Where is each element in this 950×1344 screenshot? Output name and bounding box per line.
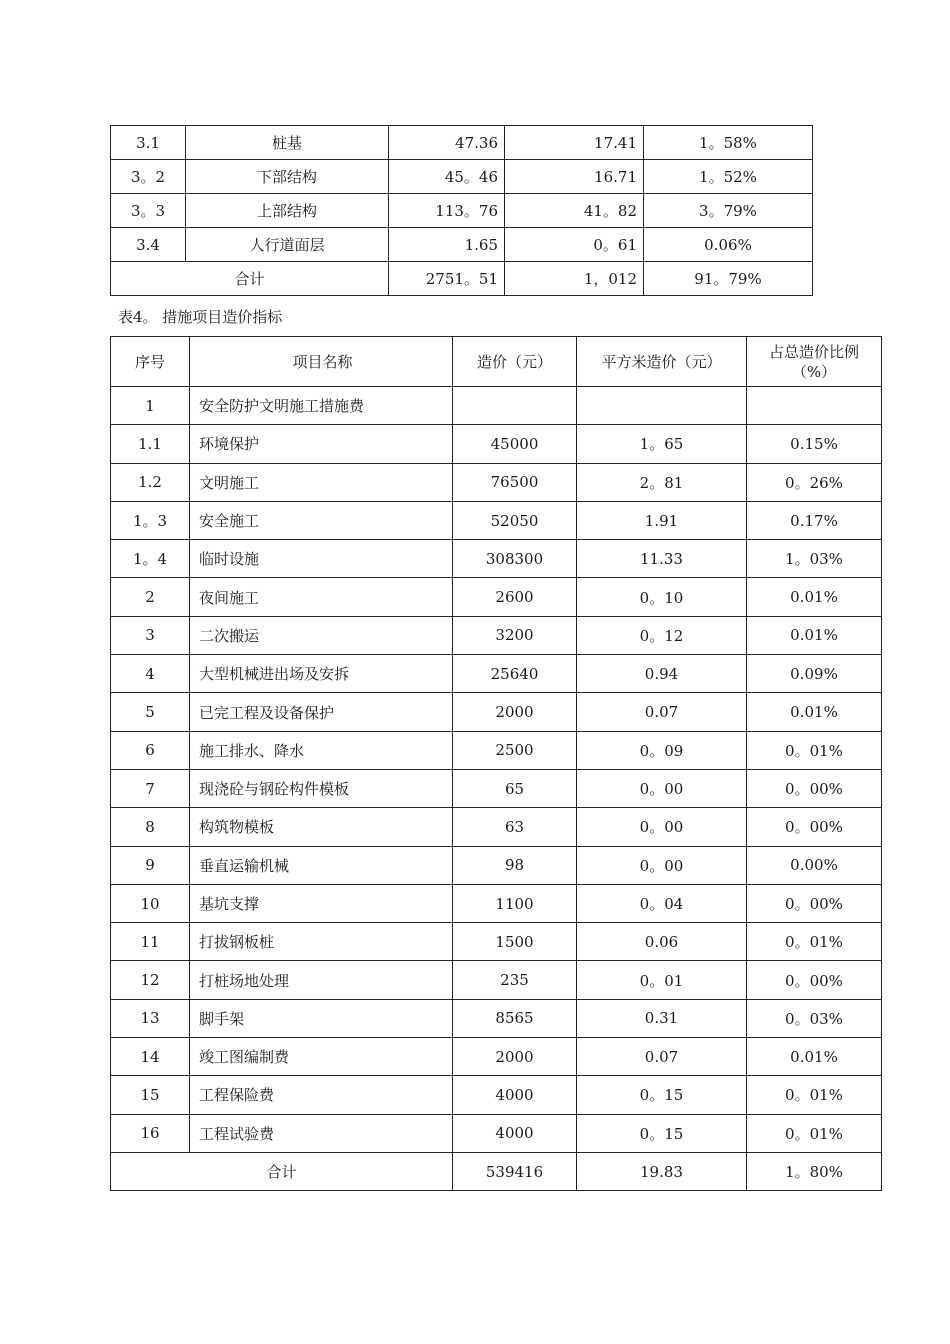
cell-sqm-cost: 0。12: [577, 616, 747, 654]
table-row: [111, 1076, 882, 1114]
table-row: [111, 463, 882, 501]
table-row: [111, 228, 813, 262]
cell-item-name: 夜间施工: [190, 578, 453, 616]
header-ratio: 占总造价比例（%）: [747, 337, 882, 387]
cell-index: 3.1: [111, 126, 186, 160]
cell-sqm-cost: 0.06: [577, 923, 747, 961]
cell-sqm-cost: 0.07: [577, 1038, 747, 1076]
cell-ratio: 0。00%: [747, 961, 882, 999]
cell-index: 15: [111, 1076, 190, 1114]
cell-ratio: 0.01%: [747, 616, 882, 654]
cell-sqm-cost: 0。10: [577, 578, 747, 616]
cell-index: 2: [111, 578, 190, 616]
table-row: [111, 616, 882, 654]
cell-index: 11: [111, 923, 190, 961]
table-row: [111, 808, 882, 846]
cell-cost: 2000: [453, 1038, 577, 1076]
cell-item-name: 安全施工: [190, 501, 453, 539]
cell-cost: 8565: [453, 999, 577, 1037]
cell-cost: 45000: [453, 425, 577, 463]
cell-item-name: 二次搬运: [190, 616, 453, 654]
table-row: [111, 923, 882, 961]
cell-cost: 1500: [453, 923, 577, 961]
cell-ratio: 0。01%: [747, 1076, 882, 1114]
cell-cost: 4000: [453, 1076, 577, 1114]
table-row: [111, 194, 813, 228]
cell-item-name: 打拔钢板桩: [190, 923, 453, 961]
table-row: [111, 693, 882, 731]
cell-ratio: 0。26%: [747, 463, 882, 501]
cell-cost: 98: [453, 846, 577, 884]
cell-item-name: 工程保险费: [190, 1076, 453, 1114]
cell-ratio: 0.01%: [747, 578, 882, 616]
cell-sqm-cost: 17.41: [505, 126, 644, 160]
cell-item-name: 垂直运输机械: [190, 846, 453, 884]
cell-index: 1: [111, 387, 190, 425]
table-row: [111, 425, 882, 463]
total-sqm-cost: 1，012: [505, 262, 644, 296]
table-row: [111, 884, 882, 922]
cell-sqm-cost: 2。81: [577, 463, 747, 501]
cell-index: 16: [111, 1114, 190, 1152]
total-cost: 539416: [453, 1152, 577, 1190]
total-ratio: 1。80%: [747, 1152, 882, 1190]
total-label: 合计: [111, 262, 389, 296]
cell-cost: [453, 387, 577, 425]
cell-ratio: 0。01%: [747, 1114, 882, 1152]
cell-cost: 2500: [453, 731, 577, 769]
cell-sqm-cost: 41。82: [505, 194, 644, 228]
cell-item-name: 安全防护文明施工措施费: [190, 387, 453, 425]
cell-item-name: 人行道面层: [186, 228, 389, 262]
cell-cost: 52050: [453, 501, 577, 539]
table-header-row: [111, 337, 882, 387]
cell-item-name: 打桩场地处理: [190, 961, 453, 999]
cell-item-name: 构筑物模板: [190, 808, 453, 846]
cell-item-name: 大型机械进出场及安拆: [190, 655, 453, 693]
table-row: [111, 540, 882, 578]
cell-ratio: 0.15%: [747, 425, 882, 463]
cell-item-name: 临时设施: [190, 540, 453, 578]
cell-index: 3。3: [111, 194, 186, 228]
cell-item-name: 施工排水、降水: [190, 731, 453, 769]
cell-sqm-cost: 11.33: [577, 540, 747, 578]
cell-cost: 45。46: [389, 160, 505, 194]
cell-cost: 76500: [453, 463, 577, 501]
cell-ratio: 0.01%: [747, 693, 882, 731]
cell-cost: 63: [453, 808, 577, 846]
cell-sqm-cost: 0。00: [577, 769, 747, 807]
cell-index: 1。3: [111, 501, 190, 539]
table-row: [111, 655, 882, 693]
cell-sqm-cost: 0。01: [577, 961, 747, 999]
table-row: [111, 1114, 882, 1152]
cell-cost: 65: [453, 769, 577, 807]
cell-cost: 2000: [453, 693, 577, 731]
cell-index: 4: [111, 655, 190, 693]
cell-item-name: 上部结构: [186, 194, 389, 228]
cell-item-name: 现浇砼与钢砼构件模板: [190, 769, 453, 807]
cell-index: 3: [111, 616, 190, 654]
cell-sqm-cost: 0.94: [577, 655, 747, 693]
cell-ratio: 0。00%: [747, 884, 882, 922]
header-item-name: 项目名称: [190, 337, 453, 387]
cell-index: 10: [111, 884, 190, 922]
cell-sqm-cost: 0。04: [577, 884, 747, 922]
table-row: [111, 999, 882, 1037]
cell-index: 6: [111, 731, 190, 769]
cell-cost: 2600: [453, 578, 577, 616]
header-index: 序号: [111, 337, 190, 387]
total-ratio: 91。79%: [644, 262, 813, 296]
cell-cost: 25640: [453, 655, 577, 693]
cell-cost: 3200: [453, 616, 577, 654]
cell-sqm-cost: 16.71: [505, 160, 644, 194]
cell-index: 3.4: [111, 228, 186, 262]
cell-sqm-cost: 0。15: [577, 1114, 747, 1152]
cell-index: 9: [111, 846, 190, 884]
cell-sqm-cost: 0.31: [577, 999, 747, 1037]
total-row: [111, 1152, 882, 1190]
cell-index: 3。2: [111, 160, 186, 194]
table-row: [111, 1038, 882, 1076]
structure-cost-table: [110, 125, 813, 296]
cell-item-name: 桩基: [186, 126, 389, 160]
cell-ratio: 0.06%: [644, 228, 813, 262]
header-sqm-cost: 平方米造价（元）: [577, 337, 747, 387]
cell-ratio: 0.09%: [747, 655, 882, 693]
cell-sqm-cost: 1。65: [577, 425, 747, 463]
total-label: 合计: [111, 1152, 453, 1190]
cell-ratio: 0.17%: [747, 501, 882, 539]
total-sqm-cost: 19.83: [577, 1152, 747, 1190]
cell-sqm-cost: 0。61: [505, 228, 644, 262]
table-row: [111, 160, 813, 194]
cell-item-name: 基坑支撑: [190, 884, 453, 922]
cell-cost: 1.65: [389, 228, 505, 262]
cell-ratio: 0。01%: [747, 731, 882, 769]
cell-ratio: 0。01%: [747, 923, 882, 961]
cell-index: 5: [111, 693, 190, 731]
cell-index: 8: [111, 808, 190, 846]
total-row: [111, 262, 813, 296]
cell-index: 7: [111, 769, 190, 807]
table-row: [111, 846, 882, 884]
cell-index: 13: [111, 999, 190, 1037]
table-row: [111, 387, 882, 425]
cell-cost: 47.36: [389, 126, 505, 160]
table-caption: 表4。 措施项目造价指标: [118, 308, 283, 326]
cell-sqm-cost: 0。00: [577, 808, 747, 846]
cell-ratio: 3。79%: [644, 194, 813, 228]
cell-ratio: 0。03%: [747, 999, 882, 1037]
cell-index: 14: [111, 1038, 190, 1076]
total-cost: 2751。51: [389, 262, 505, 296]
cell-item-name: 文明施工: [190, 463, 453, 501]
cell-ratio: 1。52%: [644, 160, 813, 194]
cell-item-name: 环境保护: [190, 425, 453, 463]
cell-sqm-cost: 1.91: [577, 501, 747, 539]
measures-cost-table: [110, 336, 882, 1191]
cell-cost: 308300: [453, 540, 577, 578]
cell-ratio: 1。58%: [644, 126, 813, 160]
cell-sqm-cost: 0。09: [577, 731, 747, 769]
cell-cost: 113。76: [389, 194, 505, 228]
cell-sqm-cost: 0。15: [577, 1076, 747, 1114]
cell-sqm-cost: 0。00: [577, 846, 747, 884]
cell-item-name: 脚手架: [190, 999, 453, 1037]
cell-index: 12: [111, 961, 190, 999]
cell-cost: 1100: [453, 884, 577, 922]
cell-index: 1.1: [111, 425, 190, 463]
table-row: [111, 501, 882, 539]
cell-sqm-cost: 0.07: [577, 693, 747, 731]
cell-cost: 4000: [453, 1114, 577, 1152]
header-cost: 造价（元）: [453, 337, 577, 387]
table-row: [111, 578, 882, 616]
cell-ratio: 0。00%: [747, 769, 882, 807]
cell-index: 1。4: [111, 540, 190, 578]
cell-cost: 235: [453, 961, 577, 999]
cell-item-name: 已完工程及设备保护: [190, 693, 453, 731]
cell-ratio: 0.01%: [747, 1038, 882, 1076]
cell-item-name: 下部结构: [186, 160, 389, 194]
table-row: [111, 731, 882, 769]
table-row: [111, 126, 813, 160]
cell-sqm-cost: [577, 387, 747, 425]
cell-ratio: [747, 387, 882, 425]
table-row: [111, 769, 882, 807]
cell-ratio: 1。03%: [747, 540, 882, 578]
cell-ratio: 0.00%: [747, 846, 882, 884]
cell-item-name: 竣工图编制费: [190, 1038, 453, 1076]
cell-index: 1.2: [111, 463, 190, 501]
table-row: [111, 961, 882, 999]
cell-item-name: 工程试验费: [190, 1114, 453, 1152]
cell-ratio: 0。00%: [747, 808, 882, 846]
